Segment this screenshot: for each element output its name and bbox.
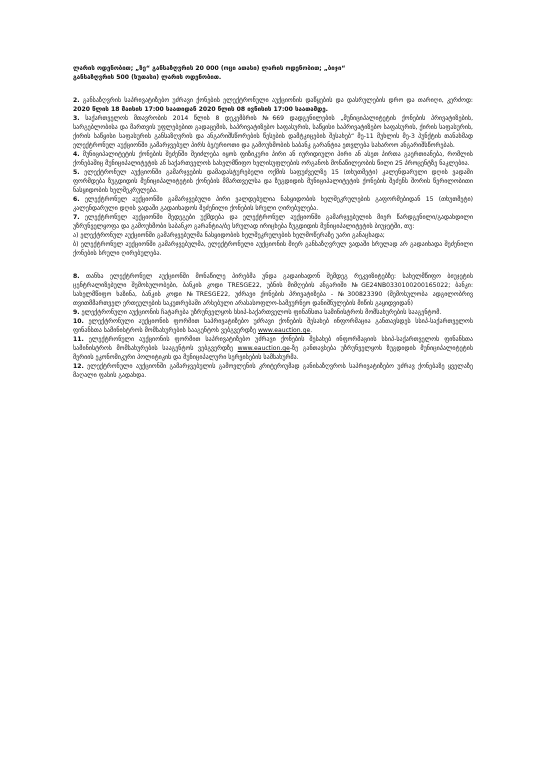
paragraph-text-continued: -ზე განთავსება უზრუნველყოს ზუგდიდის მუნიციპალიტეტის მერიის ეკონომიკური პოლიტიკის და მუნიციპალური სერვისების სამსახურმა. (73, 345, 473, 361)
paragraph-text: ელექტრონული აუქციონის ფორმით საპრივატიზებო უძრავი ქონების შესახებ ინფორმაციის სსიპ-საქართველოს ფინანსთა სამინისტროს მომსახურების სააგენტოს ვებგვერდზე (73, 336, 473, 352)
paragraph-text: ელექტრონულ აუქციონში გამარჯვებული პირი ვალდებულია ნასყიდობის ხელშეკრულების გაფორმებიდან 15 (თხუთმეტი) კალენდარული დღის ვადაში გადაიხადოს შეძენილი ქონების სრული ღირებულება. (73, 196, 473, 212)
paragraph-12 (73, 362, 473, 380)
paragraph-text: ელექტრონულ აუქციონში შედეგები უქმდება და ელექტრონულ აუქციონში გამარჯვებულის მიერ წარდგენილი/გადახდილი უზრუნველყოფა და გამოუხმობი საბანკო გარანტია/ბე სრულად ირიცხება ზუგდიდის მუნიციპალიტეტის ბიუჯეტში, თუ: (73, 214, 474, 230)
paragraph-10 (73, 317, 473, 335)
paragraph-9 (73, 308, 473, 317)
intro-paragraph (73, 64, 473, 82)
paragraph-end: . (310, 327, 313, 334)
paragraph-number: 7. (73, 214, 80, 221)
paragraph-text: განსაზღვრის საპრივატიზებო უძრავი ქონების ელექტრონული აუქციონის დაწყების და დასრულების დრო და თარიღი, კერძოდ: (82, 97, 473, 104)
paragraph-number: 6. (73, 196, 80, 203)
paragraph-7-item-a: ა) ელექტრონულ აუქციონში გამარჯვებულმა ნასყიდობის ხელშეკრულების ხელმოწერაზე უარი განაცხადა; (73, 232, 385, 239)
paragraph-number: 5. (73, 169, 80, 176)
paragraph-number: 10. (73, 318, 84, 325)
eauction-link[interactable]: www.eauction.ge (257, 327, 311, 334)
eauction-link[interactable]: www.eauction.ge (237, 345, 290, 352)
paragraph-text: თანხა ელექტრონულ აუქციონში მონაწილე პირებმა უნდა გადაიხადონ შემდეგ რეკვიზიტებზე: სახელმწიფო ბიუჯეტის ცენტრალიზებული შემოსულობები, ბანკის კოდი TRESGE22, უბნის მიმღების ანგარიში №GE24NB0330100200165022; ბანკი: სახელმწიფო ხაზინა, ბანკის კოდი №TRESGE22, უძრავი ქონების პრივატიზება - №300823390 (შემოსულობა ადგილობრივ თვითმმართველ ერთეულების საკუთრებაში არსებული არასასოფლო-სამეურნეო დანიშნულების მიწის გაყიდვიდან) (73, 273, 474, 307)
intro-line-2: განსაზღვრის 500 (ხუთასი) ლარის ოდენობით. (73, 74, 222, 81)
paragraph-text: ელექტრონული აუქციონის ჩატარება უზრუნველყოს სსიპ-საქართველოს ფინანსთა სამინისტროს მომსახურების სააგენტომ. (81, 309, 442, 316)
paragraph-number: 8. (73, 273, 80, 280)
paragraph-7 (73, 213, 473, 258)
paragraph-text: საქართველოს მთავრობის 2014 წლის 8 დეკემბრის №669 დადგენილების „მუნიციპალიტეტის ქონების პრივატიზების, სარგებლობისა და მართვის უფლებებით გადაცემის, საპრივატიზებო საფასურის, საწყისი საპრივატიზებო საფასურის, ქირის საფასურის, ქირის საწყისი საფასურის განსაზღვრის და ანგარიშსწორების წესების დამტკიცების შესახებ“ მე-11 მუხლის მე-3 პუნქტის თანახმად ელექტრონულ აუქციონში გამარჯვებულ პირს ბე/ურიოთი და გამოუხმობის საბანკ გარანტია ეთვლება სახაროო ანგარიშსწორებას. (73, 115, 474, 149)
paragraph-number: 12. (73, 363, 84, 370)
paragraph-text: მუნიციპალიტეტის ქონების შეძენში შეიძლება იყოს ფიზიკური პირი ან იურიდიული პირი ან ასეთ პირთა გაერთიანება, რომლის ქონებაშიც მუნიციპალიტეტის ან საქართველოს სახელმწიფო ხელისუფლების ორგანოს მონაწილეობის წილი 25 პროცენტზე ნაკლებია. (73, 151, 473, 167)
paragraph-number: 4. (73, 151, 80, 158)
paragraph-number: 3. (73, 115, 80, 122)
paragraph-8 (73, 272, 473, 308)
paragraph-5 (73, 168, 473, 195)
auction-dates: 2020 წლის 18 მაისის 17:00 საათიდან 2020 წლის 08 ივნისის 17:00 საათამდე. (73, 106, 328, 113)
paragraph-3 (73, 114, 473, 150)
paragraph-2 (73, 96, 473, 114)
paragraph-number: 11. (73, 336, 84, 343)
paragraph-11 (73, 335, 473, 362)
paragraph-6 (73, 195, 473, 213)
paragraph-4 (73, 150, 473, 168)
document-page (73, 64, 473, 380)
paragraph-7-item-b: ბ) ელექტრონულ აუქციონში გამარჯვებულმა, ელექტრონული აუქციონის მიერ განსაზღვრულ ვადაში სრულად არ გადაიხადა შეძენილი ქონების სრული ღირებულება. (73, 241, 473, 257)
paragraph-text: ელექტრონულ აუქციონში გამარჯვების დამადასტურებელი ოქმის საფუძველზე 15 (თხუთმეტი) კალენდარული დღის ვადაში ფორმდება ზუგდიდის მუნიციპალიტეტის ქონების მმართველსა და ზუგდიდის მუნიციპალიტეტის ქონების შეძენს შორის წერილობითი ნასყიდობის ხელშეკრულება. (73, 169, 473, 194)
intro-line-1: ლარის ოდენობით; „ზე“ განსაზღვრის 20 000 (ოცი ათასი) ლარის ოდენობით; „ბიჯი“ (73, 65, 346, 72)
paragraph-number: 9. (73, 309, 80, 316)
paragraph-number: 2. (73, 97, 80, 104)
paragraph-text: ელექტრონული აუქციონში გამარჯვებულის გამოვლენის კრიტერიუმად განისაზღვროს საპრივატიზებო უძრავ ქონებაზე ყველაზე მაღალი ფასის გადახდა. (73, 363, 473, 379)
paragraph-text: ელექტრონული აუქციონის ფორმით საპრივატიზებო უძრავი ქონების შესახებ ინფორმაცია განთავსდეს სსიპ-საქართველოს ფინანსთა სამინისტროს მომსახურების სააგენტოს ვებგვერდზე (73, 318, 474, 334)
